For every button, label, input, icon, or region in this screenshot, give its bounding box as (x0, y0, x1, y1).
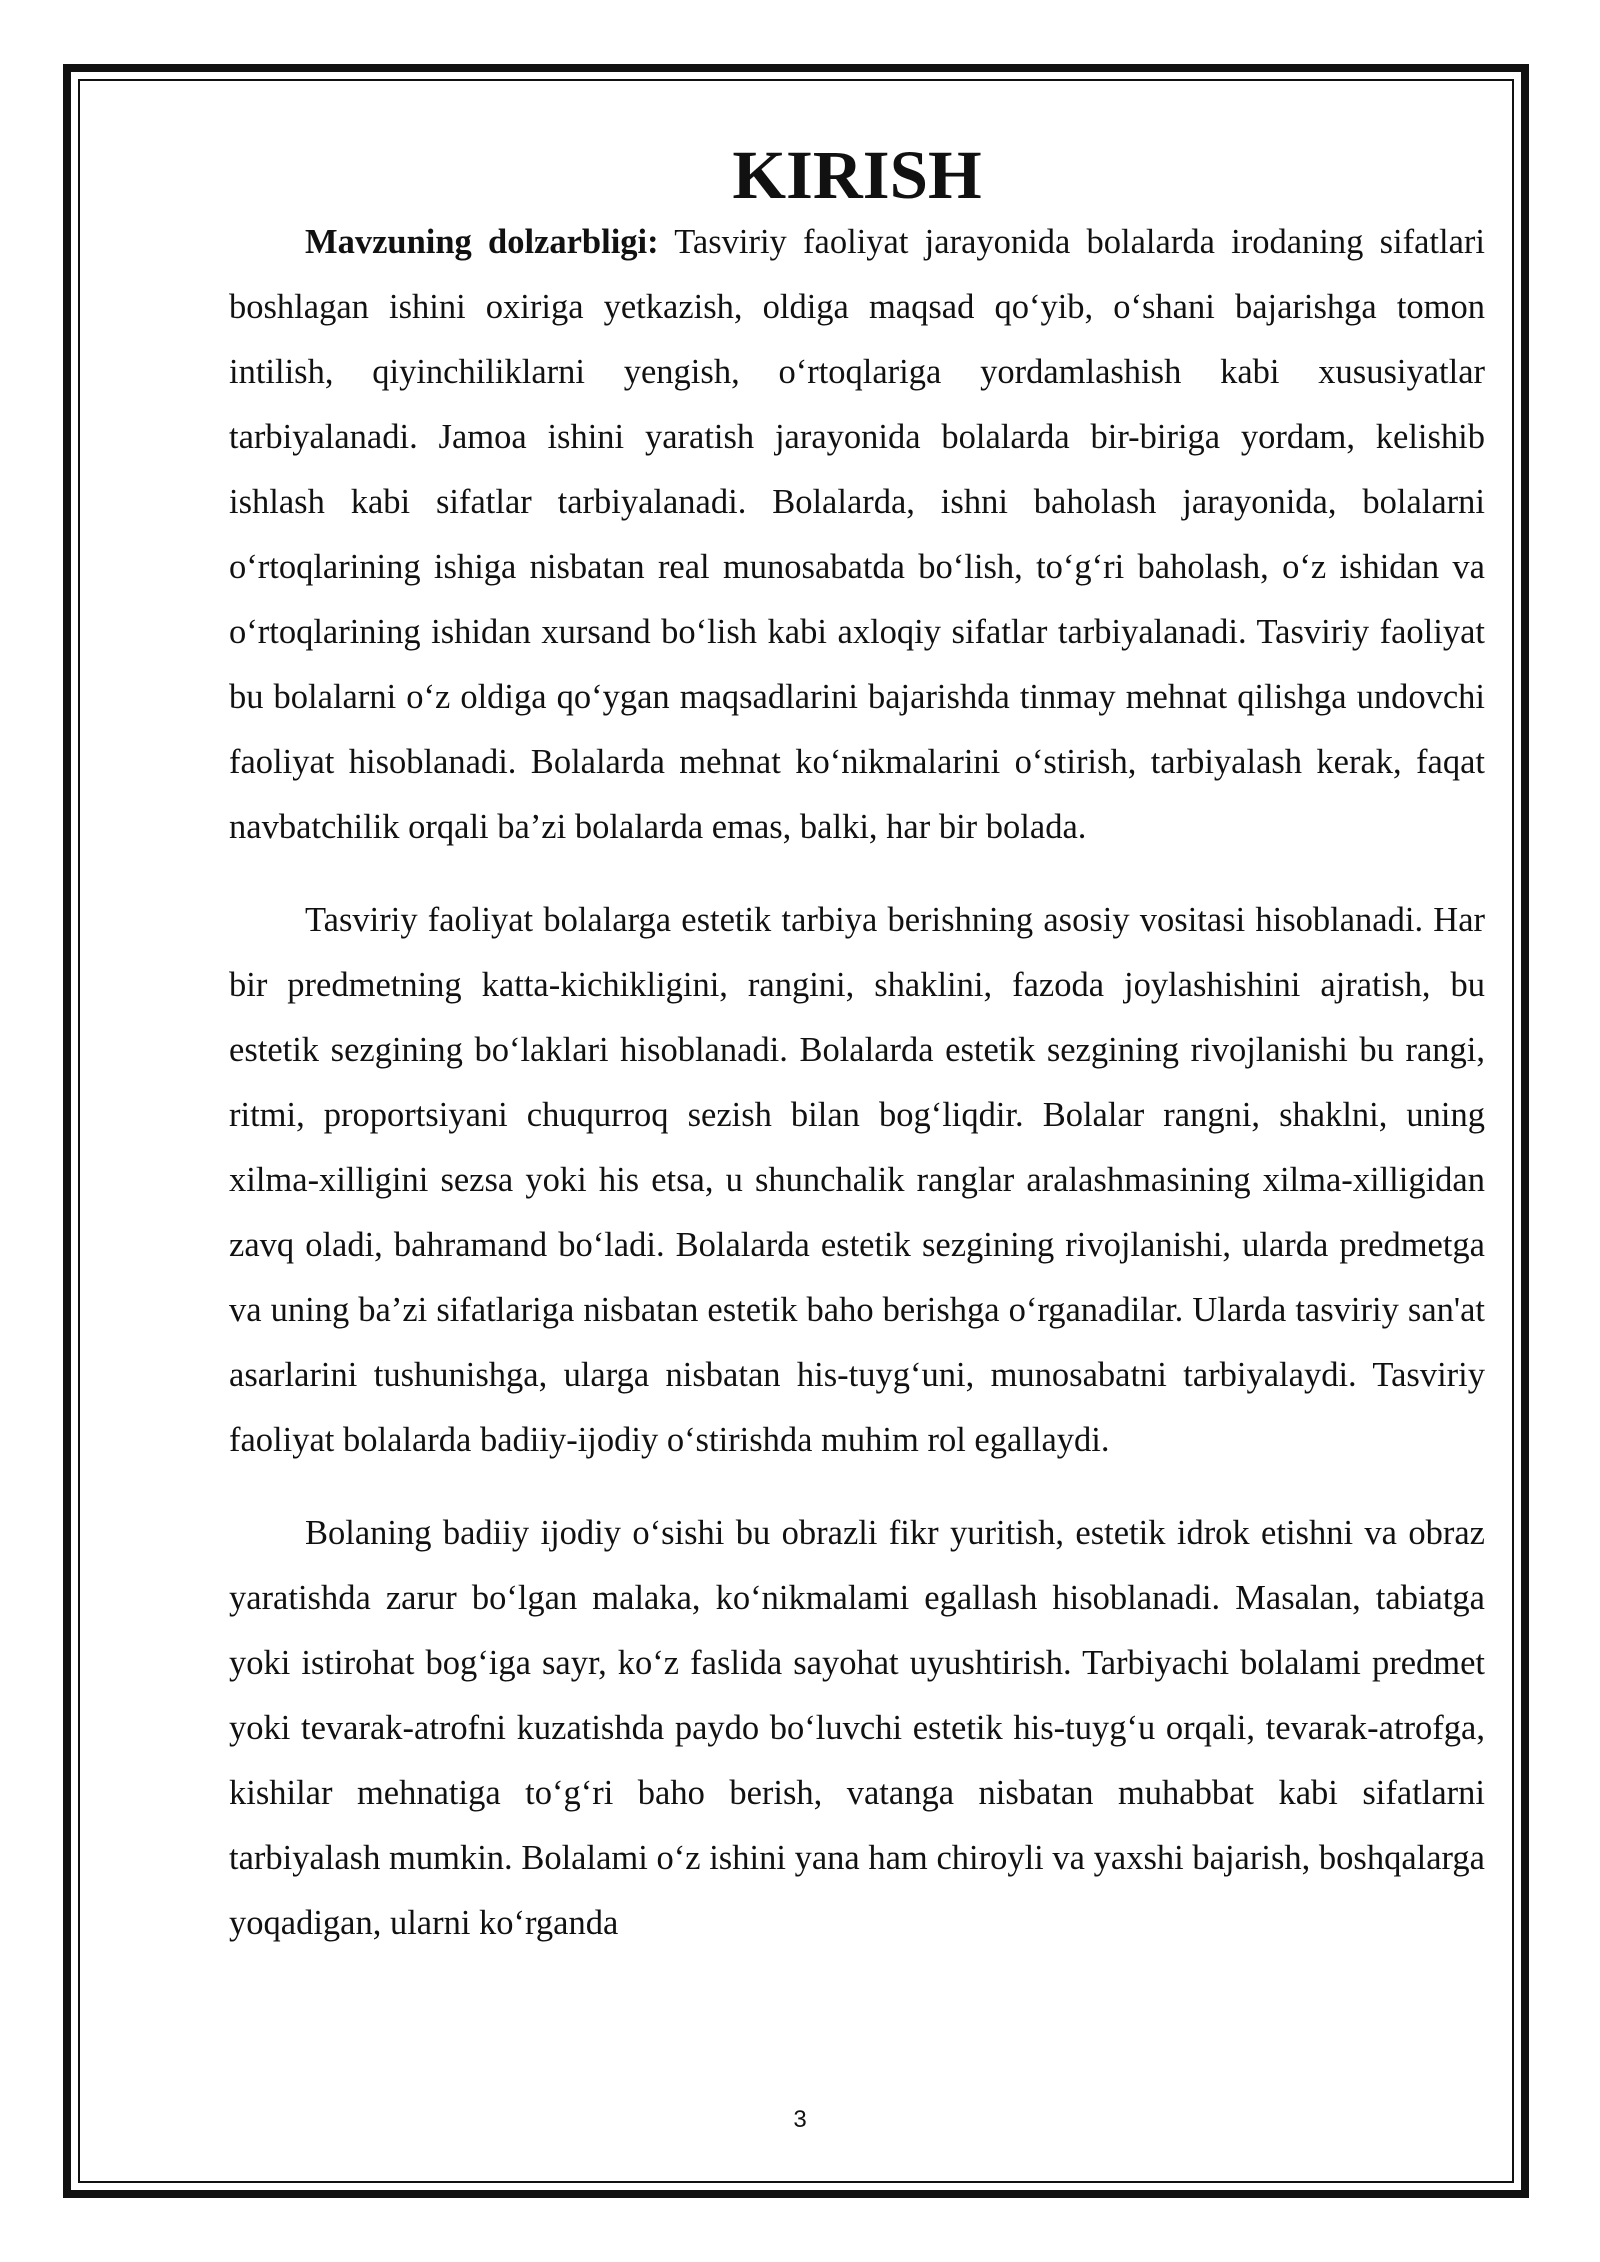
paragraph-2: Tasviriy faoliyat bolalarga estetik tarbiya berishning asosiy vositasi hisoblanadi. Har bir predmetning katta-kichikligini, rangini, shaklini, fazoda joylashishini ajratish, bu estetik sezgining bo‘laklari hisoblanadi. Bolalarda estetik sezgining rivojlanishi bu rangi, ritmi, proportsiyani chuqurroq sezish bilan bog‘liqdir. Bolalar rangni, shaklni, uning xilma-xilligini sezsa yoki his etsa, u shunchalik ranglar aralashmasining xilma-xilligidan zavq oladi, bahramand bo‘ladi. Bolalarda estetik sezgining rivojlanishi, ularda predmetga va uning ba’zi sifatlariga nisbatan estetik baho berishga o‘rganadilar. Ularda tasviriy san'at asarlarini tushunishga, ularga nisbatan his-tuyg‘uni, munosabatni tarbiyalaydi. Tasviriy faoliyat bolalarda badiiy-ijodiy o‘stirishda muhim rol egallaydi. (229, 901, 1485, 1459)
paragraph-1-text: Tasviriy faoliyat jarayonida bolalarda irodaning sifatlari boshlagan ishini oxiriga yetkazish, oldiga maqsad qo‘yib, o‘shani bajarishga tomon intilish, qiyinchiliklarni yengish, o‘rtoqlariga yordamlashish kabi xususiyatlar tarbiyalanadi. Jamoa ishini yaratish jarayonida bolalarda bir-biriga yordam, kelishib ishlash kabi sifatlar tarbiyalanadi. Bolalarda, ishni baholash jarayonida, bolalarni o‘rtoqlarining ishiga nisbatan real munosabatda bo‘lish, to‘g‘ri baholash, o‘z ishidan va o‘rtoqlarining ishidan xursand bo‘lish kabi axloqiy sifatlar tarbiyalanadi. Tasviriy faoliyat bu bolalarni o‘z oldiga qo‘ygan maqsadlarini bajarishda tinmay mehnat qilishga undovchi faoliyat hisoblanadi. Bolalarda mehnat ko‘nikmalarini o‘stirish, tarbiyalash kerak, faqat navbatchilik orqali ba’zi bolalarda emas, balki, har bir bolada. (229, 223, 1485, 846)
paragraph-1 (229, 210, 1485, 860)
section-title: KIRISH (732, 137, 982, 213)
paragraph-lead: Mavzuning dolzarbligi: (305, 223, 659, 261)
page-content (229, 137, 1485, 1956)
paragraph-3: Bolaning badiiy ijodiy o‘sishi bu obrazli fikr yuritish, estetik idrok etishni va obraz yaratishda zarur bo‘lgan malaka, ko‘nikmalami egallash hisoblanadi. Masalan, tabiatga yoki istirohat bog‘iga sayr, ko‘z faslida sayohat uyushtirish. Tarbiyachi bolalami predmet yoki tevarak-atrofni kuzatishda paydo bo‘luvchi estetik his-tuyg‘u orqali, tevarak-atrofga, kishilar mehnatiga to‘g‘ri baho berish, vatanga nisbatan muhabbat kabi sifatlarni tarbiyalash mumkin. Bolalami o‘z ishini yana ham chiroyli va yaxshi bajarish, boshqalarga yoqadigan, ularni ko‘rganda (229, 1514, 1485, 1942)
page-number: 3 (793, 2106, 807, 2133)
